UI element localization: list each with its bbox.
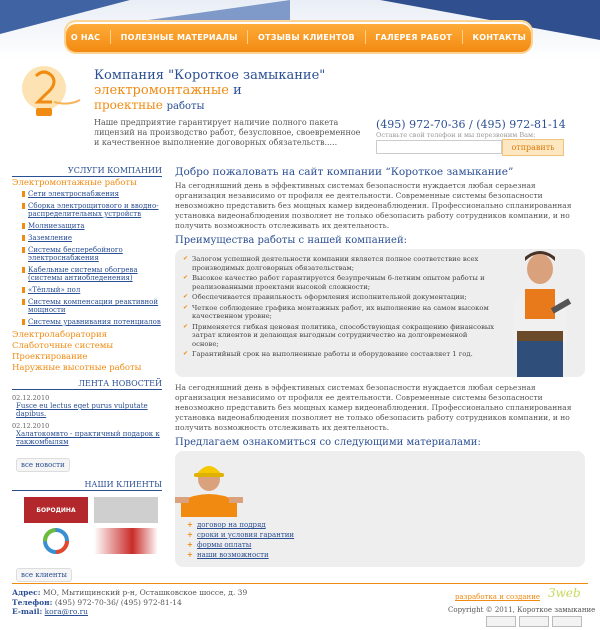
company-name: Компания "Короткое замыкание" [94,68,326,83]
all-clients-button[interactable]: все клиенты [16,568,72,582]
brand-design: проектные [94,98,163,112]
electrician-photo [495,243,585,377]
category-low-current[interactable]: Слаботочные системы [12,341,114,351]
phone-label: Телефон: [12,597,53,607]
client-logo[interactable] [24,528,88,554]
services-title: УСЛУГИ КОМПАНИИ [12,166,162,177]
body-text: На сегодняшний день в эффективных системах безопасности нуждается любая серьезная организация независимо от профиля ее деятельности. Современные системы безопасности невозможно представить без мощных камер видеонаблюдения. Профессионально спланированная установка видеонаблюдения позволяет не только обезопасить работу сотрудников компании, и но получить возможность отслеживать их деятельность. [175,383,572,432]
footer-email [12,607,247,617]
header-phone: (495) 972-70-36 / (495) 972-81-14 [376,118,566,131]
nav-item-contacts[interactable]: КОНТАКТЫ [472,32,527,42]
materials-box [175,451,585,567]
sidebar [12,166,162,582]
callback-phone-input[interactable] [376,140,502,154]
callback-label: Оставьте свой телефон и мы перезвоним Вам: [376,131,536,139]
advantages-title: Преимущества работы с нашей компанией: [175,235,407,246]
material-link[interactable]: + сроки и условия гарантии [187,531,294,540]
sidebar-item[interactable]: Заземление [22,234,162,242]
advantage-item: ✔ Высокое качество работ гарантируется безупречным 6-летним опытом работы и реализованными проектами высокой сложности; [183,274,495,291]
news-link[interactable]: Fusce eu lectus eget purus vulputate dapibus. [16,402,148,418]
materials-title: Предлагаем ознакомиться со следующими материалами: [175,437,481,448]
category-lab[interactable]: Электролаборатория [12,330,108,340]
footer-address [12,588,247,598]
sidebar-item[interactable]: Системы компенсации реактивной мощности [22,298,162,314]
copyright: Copyright © 2011, Короткое замыкание [448,606,596,614]
main-nav [66,22,531,52]
decor-shape [120,0,290,24]
nav-item-reviews[interactable]: ОТЗЫВЫ КЛИЕНТОВ [258,32,355,42]
client-logo[interactable]: БОРОДИНА [24,497,88,523]
developer-link[interactable]: разработка и создание [455,593,541,601]
material-link[interactable]: + формы оплаты [187,541,294,550]
news-link[interactable]: Халатокомвто - практичный подарок к такжомбылям [16,430,160,446]
clients-title: НАШИ КЛИЕНТЫ [12,480,162,491]
client-logo[interactable] [94,528,158,554]
all-news-button[interactable]: все новости [16,458,70,472]
counter-badge[interactable] [519,616,549,627]
category-outdoor[interactable]: Наружные высотные работы [12,363,142,373]
brand-electro: электромонтажные [94,83,229,98]
counter-badge[interactable] [486,616,516,627]
callback-send-button[interactable]: отправить [502,139,564,156]
category-design[interactable]: Проектирование [12,352,88,362]
counter-badge[interactable] [552,616,582,627]
sidebar-item[interactable]: Молниезащита [22,222,162,230]
news-date: 02.12.2010 [12,422,50,430]
brand-line-2 [94,83,344,98]
address-label: Адрес: [12,588,41,597]
nav-separator [462,30,463,44]
advantage-item: ✔ Залогом успешной деятельности компании является полное соответствие всех производимых долговорных обязательствам; [183,255,495,272]
lightbulb-logo-icon[interactable] [14,62,84,124]
brand-works: работы [166,101,205,112]
nav-separator [365,30,366,44]
brand-line-3 [94,98,344,114]
advantage-item: ✔ Применяется гибкая ценовая политика, способствующая сокращению финансовых затрат клиентов и делающая выгодным сотрудничество на долговременной основе; [183,323,495,349]
sidebar-item[interactable]: «Тёплый» пол [22,286,162,294]
company-tagline: Наше предприятие гарантирует наличие полного пакета лицензий на производство работ, безусловное, своевременное и качественное выполнение договорных обязательств..... [94,118,361,147]
brand-block [94,68,344,114]
sidebar-item[interactable]: Сети электроснабжения [22,190,162,198]
phone-value: (495) 972-70-36/ (495) 972-81-14 [54,597,182,607]
worker-hardhat-photo [175,457,245,517]
sidebar-item[interactable]: Системы бесперебойного электроснабжения [22,246,162,262]
intro-text: На сегодняшний день в эффективных системах безопасности нуждается любая серьезная организация независимо от профиля ее деятельности. Современные системы безопасности невозможно представить без мощных камер видеонаблюдения. Профессионально спланированная установка видеонаблюдения позволяет не только обезопасить работу сотрудников компании, и но получить возможность отслеживать их деятельность. [175,181,572,230]
footer-divider [12,583,588,584]
advantages-box [175,249,585,377]
sidebar-item[interactable]: Кабельные системы обогрева (системы антиобледенения) [22,266,162,282]
advantage-item: ✔ Обеспечивается правильность оформления исполнительной документации; [183,293,495,302]
advantage-item: ✔ Четкое соблюдение графика монтажных работ, их выполнение на самом высоком качественном уровне; [183,304,495,321]
sidebar-item[interactable]: Системы уравнивания потенциалов [22,318,162,326]
nav-separator [110,30,111,44]
address-value: МО, Мытищинский р-н, Осташковское шоссе, д. 39 [42,588,248,597]
email-label: E-mail: [12,607,43,616]
footer-phone [12,598,247,608]
main-content [175,166,585,567]
nav-item-about[interactable]: О НАС [70,32,101,42]
electro-list [22,190,162,326]
material-link[interactable]: + договор на подряд [187,521,294,530]
category-electro[interactable]: Электромонтажные работы [12,178,137,188]
material-link[interactable]: + наши возможности [187,551,294,560]
footer-contacts [12,588,247,617]
nav-item-materials[interactable]: ПОЛЕЗНЫЕ МАТЕРИАЛЫ [120,32,238,42]
page-title: Добро пожаловать на сайт компании “Короткое замыкание” [175,166,514,178]
news-title: ЛЕНТА НОВОСТЕЙ [12,379,162,390]
client-logo[interactable] [94,497,158,523]
client-circle-icon [43,528,69,554]
counters [486,616,582,627]
email-link[interactable]: kora@ro.ru [44,607,89,616]
news-date: 02.12.2010 [12,394,50,402]
advantage-item: ✔ Гарантийный срок на выполненные работы и оборудование составляет 1 год. [183,350,495,359]
sidebar-item[interactable]: Сборка электрощитового и вводно-распределительных устройств [22,202,162,218]
nav-item-gallery[interactable]: ГАЛЕРЕЯ РАБОТ [375,32,452,42]
clients-grid [24,497,162,554]
developer-logo[interactable]: 3web [548,586,581,600]
brand-and: и [233,83,242,98]
nav-separator [247,30,248,44]
